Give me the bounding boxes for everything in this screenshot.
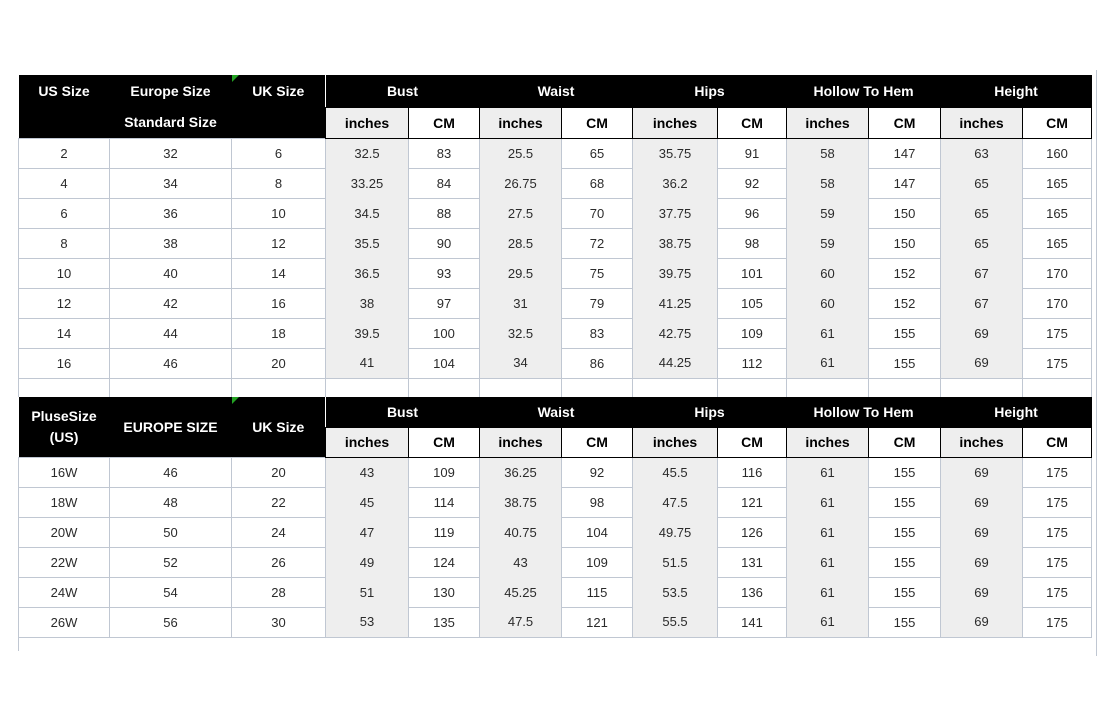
cell: 100 (409, 318, 480, 348)
cell: 45.25 (480, 577, 562, 607)
cell: 42 (110, 288, 232, 318)
unit-header-bust-inches: inches (326, 427, 409, 457)
cell: 126 (718, 517, 787, 547)
cell: 92 (562, 457, 633, 487)
header-standard-size: Standard Size (110, 107, 232, 138)
cell: 12 (232, 228, 326, 258)
group-header-bust: Bust (326, 397, 480, 427)
cell: 61 (787, 547, 869, 577)
group-header-waist: Waist (480, 75, 633, 107)
cell: 2 (19, 138, 110, 168)
cell: 38.75 (480, 487, 562, 517)
unit-header-hips-cm: CM (718, 427, 787, 457)
cell: 135 (409, 607, 480, 637)
cell: 155 (869, 517, 941, 547)
cell: 105 (718, 288, 787, 318)
group-header-waist: Waist (480, 397, 633, 427)
cell: 49 (326, 547, 409, 577)
cell: 29.5 (480, 258, 562, 288)
empty-cell (1023, 378, 1092, 397)
cell: 69 (941, 577, 1023, 607)
empty-cell (562, 378, 633, 397)
cell: 61 (787, 487, 869, 517)
cell: 155 (869, 607, 941, 637)
cell: 20W (19, 517, 110, 547)
cell: 34.5 (326, 198, 409, 228)
group-header-hollow-to-hem: Hollow To Hem (787, 75, 941, 107)
cell: 42.75 (633, 318, 718, 348)
cell: 114 (409, 487, 480, 517)
cell: 34 (110, 168, 232, 198)
cell: 69 (941, 547, 1023, 577)
cell: 65 (941, 228, 1023, 258)
unit-header-bust-cm: CM (409, 107, 480, 138)
cell: 98 (718, 228, 787, 258)
header-plus-size-us (19, 397, 110, 457)
cell: 44.25 (633, 348, 718, 378)
cell: 54 (110, 577, 232, 607)
cell: 84 (409, 168, 480, 198)
header-label: UK Size (252, 418, 305, 435)
cell: 116 (718, 457, 787, 487)
cell: 98 (562, 487, 633, 517)
empty-cell (869, 378, 941, 397)
cell: 86 (562, 348, 633, 378)
green-triangle-icon (232, 75, 239, 82)
header-uk-size (232, 397, 326, 457)
cell: 61 (787, 348, 869, 378)
cell: 150 (869, 198, 941, 228)
cell: 119 (409, 517, 480, 547)
empty-cell (633, 378, 718, 397)
cell: 36.5 (326, 258, 409, 288)
cell: 58 (787, 138, 869, 168)
cell: 45 (326, 487, 409, 517)
cell: 93 (409, 258, 480, 288)
empty-cell (19, 378, 110, 397)
size-chart-table (18, 75, 1092, 638)
cell: 96 (718, 198, 787, 228)
cell: 175 (1023, 517, 1092, 547)
cell: 43 (480, 547, 562, 577)
cell: 165 (1023, 228, 1092, 258)
cell: 8 (232, 168, 326, 198)
cell: 45.5 (633, 457, 718, 487)
unit-header-waist-cm: CM (562, 107, 633, 138)
cell: 61 (787, 457, 869, 487)
cell: 124 (409, 547, 480, 577)
cell: 160 (1023, 138, 1092, 168)
cell: 170 (1023, 258, 1092, 288)
cell: 147 (869, 138, 941, 168)
cell: 61 (787, 577, 869, 607)
cell: 10 (19, 258, 110, 288)
cell: 39.75 (633, 258, 718, 288)
unit-header-hollow-to-hem-cm: CM (869, 107, 941, 138)
unit-header-hollow-to-hem-inches: inches (787, 107, 869, 138)
cell: 47 (326, 517, 409, 547)
cell: 115 (562, 577, 633, 607)
cell: 165 (1023, 168, 1092, 198)
cell: 175 (1023, 577, 1092, 607)
cell: 97 (409, 288, 480, 318)
cell: 51 (326, 577, 409, 607)
cell: 69 (941, 487, 1023, 517)
cell: 32.5 (326, 138, 409, 168)
cell: 69 (941, 348, 1023, 378)
header-label: UK Size (252, 83, 305, 99)
cell: 35.75 (633, 138, 718, 168)
cell: 18W (19, 487, 110, 517)
cell: 55.5 (633, 607, 718, 637)
cell: 44 (110, 318, 232, 348)
cell: 131 (718, 547, 787, 577)
cell: 46 (110, 348, 232, 378)
cell: 67 (941, 258, 1023, 288)
cell: 104 (409, 348, 480, 378)
group-header-height: Height (941, 75, 1092, 107)
cell: 56 (110, 607, 232, 637)
cell: 60 (787, 288, 869, 318)
cell: 14 (19, 318, 110, 348)
cell: 152 (869, 258, 941, 288)
cell: 6 (19, 198, 110, 228)
cell: 49.75 (633, 517, 718, 547)
unit-header-waist-cm: CM (562, 427, 633, 457)
unit-header-hollow-to-hem-cm: CM (869, 427, 941, 457)
sheet-gridline-stub (18, 637, 19, 651)
cell: 41.25 (633, 288, 718, 318)
green-triangle-icon (232, 397, 239, 404)
cell: 101 (718, 258, 787, 288)
unit-header-waist-inches: inches (480, 107, 562, 138)
cell: 175 (1023, 607, 1092, 637)
cell: 91 (718, 138, 787, 168)
empty-cell (480, 378, 562, 397)
cell: 40.75 (480, 517, 562, 547)
cell: 152 (869, 288, 941, 318)
cell: 90 (409, 228, 480, 258)
unit-header-height-inches: inches (941, 427, 1023, 457)
cell: 104 (562, 517, 633, 547)
cell: 12 (19, 288, 110, 318)
cell: 59 (787, 198, 869, 228)
empty-cell (718, 378, 787, 397)
unit-header-height-inches: inches (941, 107, 1023, 138)
header-plus-size-line2: (US) (49, 428, 79, 445)
unit-header-hollow-to-hem-inches: inches (787, 427, 869, 457)
cell: 6 (232, 138, 326, 168)
empty-cell (787, 378, 869, 397)
cell: 175 (1023, 318, 1092, 348)
cell: 155 (869, 457, 941, 487)
group-header-hips: Hips (633, 75, 787, 107)
cell: 36 (110, 198, 232, 228)
group-header-bust: Bust (326, 75, 480, 107)
cell: 28 (232, 577, 326, 607)
unit-header-hips-inches: inches (633, 107, 718, 138)
cell: 10 (232, 198, 326, 228)
cell: 47.5 (633, 487, 718, 517)
cell: 83 (409, 138, 480, 168)
cell: 8 (19, 228, 110, 258)
cell: 16 (232, 288, 326, 318)
cell: 175 (1023, 457, 1092, 487)
cell: 35.5 (326, 228, 409, 258)
cell: 155 (869, 577, 941, 607)
cell: 22W (19, 547, 110, 577)
cell: 68 (562, 168, 633, 198)
cell: 26.75 (480, 168, 562, 198)
header-us-size: US Size (19, 75, 110, 138)
cell: 24 (232, 517, 326, 547)
cell: 39.5 (326, 318, 409, 348)
cell: 38 (326, 288, 409, 318)
group-header-hollow-to-hem: Hollow To Hem (787, 397, 941, 427)
cell: 40 (110, 258, 232, 288)
cell: 61 (787, 517, 869, 547)
empty-cell (110, 378, 232, 397)
cell: 155 (869, 318, 941, 348)
header-plus-size-line1: PluseSize (31, 407, 97, 424)
cell: 165 (1023, 198, 1092, 228)
cell: 36.25 (480, 457, 562, 487)
header-europe-size: EUROPE SIZE (110, 397, 232, 457)
cell: 50 (110, 517, 232, 547)
cell: 4 (19, 168, 110, 198)
cell: 112 (718, 348, 787, 378)
group-header-height: Height (941, 397, 1092, 427)
unit-header-height-cm: CM (1023, 427, 1092, 457)
cell: 67 (941, 288, 1023, 318)
cell: 59 (787, 228, 869, 258)
cell: 141 (718, 607, 787, 637)
cell: 16W (19, 457, 110, 487)
cell: 60 (787, 258, 869, 288)
cell: 20 (232, 457, 326, 487)
cell: 26W (19, 607, 110, 637)
unit-header-bust-inches: inches (326, 107, 409, 138)
cell: 46 (110, 457, 232, 487)
header-europe-size: Europe Size (110, 75, 232, 107)
unit-header-hips-inches: inches (633, 427, 718, 457)
cell: 65 (562, 138, 633, 168)
cell: 41 (326, 348, 409, 378)
cell: 32.5 (480, 318, 562, 348)
cell: 34 (480, 348, 562, 378)
cell: 14 (232, 258, 326, 288)
empty-cell (941, 378, 1023, 397)
cell: 130 (409, 577, 480, 607)
cell: 136 (718, 577, 787, 607)
cell: 109 (562, 547, 633, 577)
cell: 61 (787, 318, 869, 348)
cell: 43 (326, 457, 409, 487)
cell: 121 (718, 487, 787, 517)
cell: 47.5 (480, 607, 562, 637)
cell: 36.2 (633, 168, 718, 198)
cell: 30 (232, 607, 326, 637)
cell: 31 (480, 288, 562, 318)
cell: 27.5 (480, 198, 562, 228)
cell: 92 (718, 168, 787, 198)
cell: 121 (562, 607, 633, 637)
cell: 51.5 (633, 547, 718, 577)
cell: 83 (562, 318, 633, 348)
unit-header-bust-cm: CM (409, 427, 480, 457)
cell: 24W (19, 577, 110, 607)
cell: 69 (941, 607, 1023, 637)
cell: 53.5 (633, 577, 718, 607)
cell: 58 (787, 168, 869, 198)
cell: 32 (110, 138, 232, 168)
sheet-gridline-right (1096, 70, 1097, 656)
cell: 147 (869, 168, 941, 198)
cell: 69 (941, 517, 1023, 547)
cell: 72 (562, 228, 633, 258)
cell: 33.25 (326, 168, 409, 198)
cell: 53 (326, 607, 409, 637)
cell: 109 (409, 457, 480, 487)
cell: 18 (232, 318, 326, 348)
cell: 150 (869, 228, 941, 258)
cell: 20 (232, 348, 326, 378)
unit-header-hips-cm: CM (718, 107, 787, 138)
cell: 175 (1023, 348, 1092, 378)
cell: 25.5 (480, 138, 562, 168)
cell: 28.5 (480, 228, 562, 258)
cell: 37.75 (633, 198, 718, 228)
cell: 109 (718, 318, 787, 348)
cell: 175 (1023, 487, 1092, 517)
cell: 63 (941, 138, 1023, 168)
group-header-hips: Hips (633, 397, 787, 427)
empty-cell (326, 378, 409, 397)
empty-cell (409, 378, 480, 397)
cell: 155 (869, 348, 941, 378)
cell: 75 (562, 258, 633, 288)
cell: 48 (110, 487, 232, 517)
cell: 69 (941, 457, 1023, 487)
cell: 22 (232, 487, 326, 517)
cell: 16 (19, 348, 110, 378)
empty-cell (232, 378, 326, 397)
cell: 70 (562, 198, 633, 228)
cell: 155 (869, 547, 941, 577)
cell: 38.75 (633, 228, 718, 258)
cell: 88 (409, 198, 480, 228)
cell: 79 (562, 288, 633, 318)
cell: 65 (941, 198, 1023, 228)
cell: 38 (110, 228, 232, 258)
cell: 26 (232, 547, 326, 577)
header-uk-size (232, 75, 326, 138)
cell: 65 (941, 168, 1023, 198)
cell: 61 (787, 607, 869, 637)
cell: 69 (941, 318, 1023, 348)
cell: 175 (1023, 547, 1092, 577)
cell: 170 (1023, 288, 1092, 318)
cell: 52 (110, 547, 232, 577)
unit-header-waist-inches: inches (480, 427, 562, 457)
unit-header-height-cm: CM (1023, 107, 1092, 138)
cell: 155 (869, 487, 941, 517)
